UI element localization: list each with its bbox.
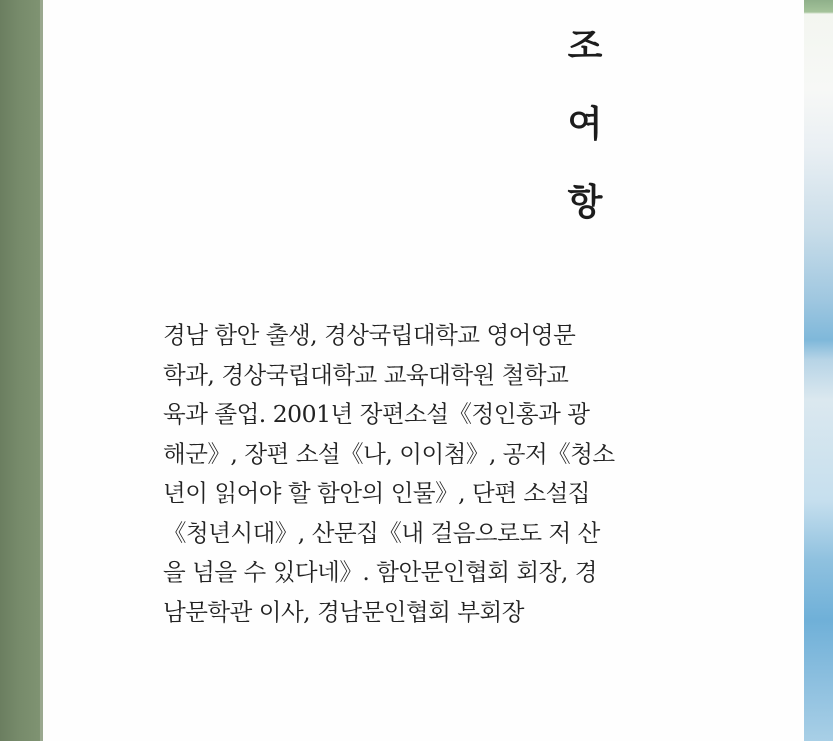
author-bio (163, 316, 663, 632)
author-name-char: 조 (567, 25, 603, 67)
author-name-char: 여 (567, 103, 603, 145)
author-name-char: 항 (567, 181, 603, 223)
bio-line: 《청년시대》, 산문집《내 걸음으로도 저 산 (163, 518, 600, 547)
bio-line: 을 넘을 수 있다네》. 함안문인협회 회장, 경 (163, 558, 597, 586)
cover-side-strip (804, 0, 833, 741)
bio-line: 경남 함안 출생, 경상국립대학교 영어영문 (163, 321, 576, 349)
bio-line: 남문학관 이사, 경남문인협회 부회장 (163, 597, 524, 626)
bio-line: 학과, 경상국립대학교 교육대학원 철학교 (163, 360, 569, 389)
author-name-vertical (560, 25, 610, 262)
book-spine-edge (0, 0, 40, 741)
bio-line: 년이 읽어야 할 함안의 인물》, 단편 소설집 (163, 479, 591, 507)
bio-line: 육과 졸업. 2001년 장편소설《정인홍과 광 (163, 400, 590, 428)
bio-line: 해군》, 장편 소설《나, 이이첨》, 공저《청소 (163, 439, 615, 468)
